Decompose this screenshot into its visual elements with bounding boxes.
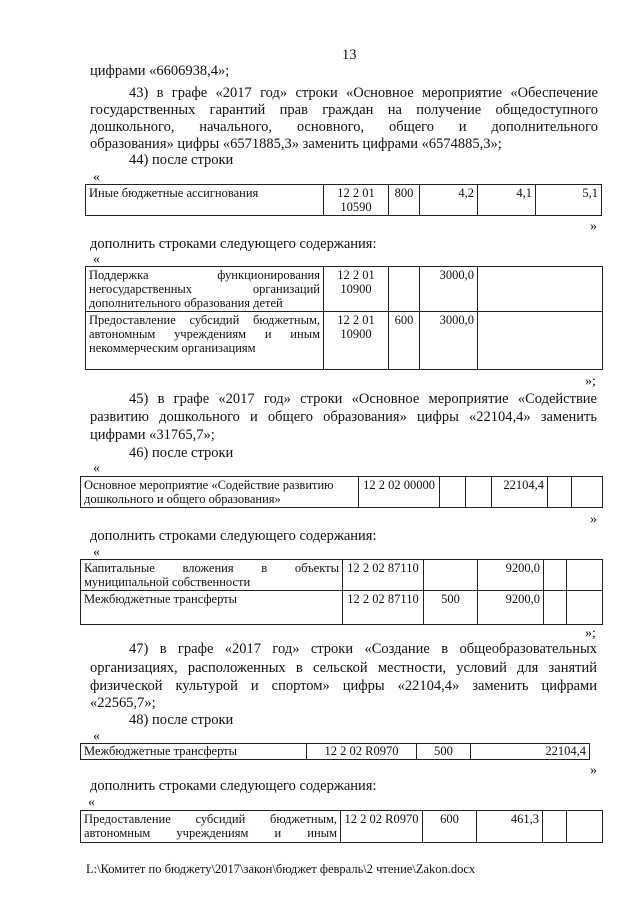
cell-kvr: 600 — [389, 312, 420, 370]
table-row — [81, 477, 603, 508]
cell-value: 3000,0 — [420, 267, 478, 312]
cell-empty — [572, 477, 603, 508]
cell-name: Предоставление субсидий бюджетным, автономным учреждениям и иным — [81, 811, 341, 843]
cell-value: 4,2 — [420, 185, 478, 216]
cell-code: 12 2 01 10900 — [324, 267, 389, 312]
footer-file-path: L:\Комитет по бюджету\2017\закон\бюджет февраль\2 чтение\Zakon.docx — [86, 862, 476, 876]
cell-empty — [567, 560, 603, 591]
table-5 — [80, 743, 590, 760]
cell-name: Иные бюджетные ассигнования — [86, 185, 324, 216]
close-quote: »; — [585, 374, 596, 389]
cell-kvr: 800 — [389, 185, 420, 216]
cell-name: Межбюджетные трансферты — [81, 591, 343, 625]
cell-empty — [567, 811, 603, 843]
text-line: образования» цифры «6571885,3» заменить цифрами «6574885,3»; — [90, 136, 502, 152]
table-4 — [80, 559, 603, 625]
cell-empty — [478, 267, 603, 312]
table-row — [81, 744, 590, 760]
open-quote: « — [93, 545, 100, 560]
table-row — [81, 811, 603, 843]
cell-code: 12 2 02 R0970 — [341, 811, 423, 843]
cell-empty — [544, 560, 567, 591]
cell-value: 22104,4 — [471, 744, 590, 760]
cell-kvr — [389, 267, 420, 312]
word: и — [458, 119, 467, 135]
table-row — [81, 560, 603, 591]
cell-kvr: 500 — [424, 591, 478, 625]
cell-empty — [478, 312, 603, 370]
text-line: развитию дошкольного и общего образования» цифры «22104,4» заменить — [90, 409, 597, 425]
cell-kvr — [424, 560, 478, 591]
cell-code: 12 2 01 10590 — [324, 185, 389, 216]
cell-kvr: 500 — [417, 744, 471, 760]
cell-empty — [544, 591, 567, 625]
cell-empty — [466, 477, 492, 508]
text-line: «22565,7»; — [90, 695, 156, 711]
text-line: 44) после строки — [129, 152, 234, 168]
table-6 — [80, 810, 603, 843]
open-quote: « — [93, 461, 100, 476]
text-line: физической культурой и спортом» цифры «22104,4» заменить цифрами — [90, 678, 597, 694]
close-quote: »; — [585, 626, 596, 641]
word: основного, — [296, 119, 365, 135]
text-line: 48) после строки — [129, 712, 234, 728]
cell-value: 3000,0 — [420, 312, 478, 370]
word: общего — [388, 119, 435, 135]
table-row — [86, 267, 603, 312]
cell-value: 9200,0 — [478, 591, 544, 625]
page-number: 13 — [342, 47, 357, 63]
text-line: 47) в графе «2017 год» строки «Создание в общеобразовательных — [129, 641, 597, 657]
cell-value: 461,3 — [477, 811, 543, 843]
close-quote: » — [590, 763, 597, 778]
cell-kvr: 600 — [423, 811, 477, 843]
open-quote: « — [93, 252, 100, 267]
text-line: 46) после строки — [129, 445, 234, 461]
cell-code: 12 2 02 00000 — [359, 477, 440, 508]
cell-empty — [567, 591, 603, 625]
text-line: организациях, расположенных в сельской местности, условий для занятий — [90, 660, 597, 676]
cell-value: 9200,0 — [478, 560, 544, 591]
cell-value: 4,1 — [478, 185, 536, 216]
cell-empty — [543, 811, 567, 843]
open-quote: « — [88, 795, 95, 810]
open-quote: « — [93, 729, 100, 744]
table-row — [86, 312, 603, 370]
text-line: 43) в графе «2017 год» строки «Основное мероприятие «Обеспечение — [129, 85, 598, 101]
table-2 — [85, 266, 603, 370]
cell-code: 12 2 02 87110 — [343, 560, 424, 591]
cell-name: Капитальные вложения в объекты муниципальной собственности — [81, 560, 343, 591]
cell-code: 12 2 01 10900 — [324, 312, 389, 370]
table-3 — [80, 476, 603, 508]
cell-name: Межбюджетные трансферты — [81, 744, 307, 760]
cell-name: Основное мероприятие «Содействие развитию дошкольного и общего образования» — [81, 477, 359, 508]
close-quote: » — [590, 219, 597, 234]
table-row — [81, 591, 603, 625]
word: дополнительного — [491, 119, 598, 135]
open-quote: « — [93, 170, 100, 185]
close-quote: » — [590, 512, 597, 527]
cell-kvr — [440, 477, 466, 508]
text-line: дополнить строками следующего содержания: — [90, 528, 377, 544]
text-line: 45) в графе «2017 год» строки «Основное мероприятие «Содействие — [129, 391, 597, 407]
text-line: дополнить строками следующего содержания: — [90, 236, 377, 252]
table-1 — [85, 184, 602, 216]
cell-name: Предоставление субсидий бюджетным, автономным учреждениям и иным некоммерческим организациям — [86, 312, 324, 370]
cell-value: 22104,4 — [492, 477, 548, 508]
text-line: цифрами «31765,7»; — [90, 427, 215, 443]
cell-empty — [548, 477, 572, 508]
word: начального, — [199, 119, 273, 135]
text-line: цифрами «6606938,4»; — [90, 63, 230, 79]
text-line: дополнить строками следующего содержания: — [90, 778, 377, 794]
text-line: государственных гарантий прав граждан на получение общедоступного — [90, 102, 598, 118]
cell-code: 12 2 02 87110 — [343, 591, 424, 625]
cell-value: 5,1 — [536, 185, 602, 216]
cell-code: 12 2 02 R0970 — [307, 744, 417, 760]
text-line-justified — [90, 119, 598, 135]
word: дошкольного, — [90, 119, 175, 135]
cell-name: Поддержка функционирования негосударственных организаций дополнительного образования детей — [86, 267, 324, 312]
table-row — [86, 185, 602, 216]
